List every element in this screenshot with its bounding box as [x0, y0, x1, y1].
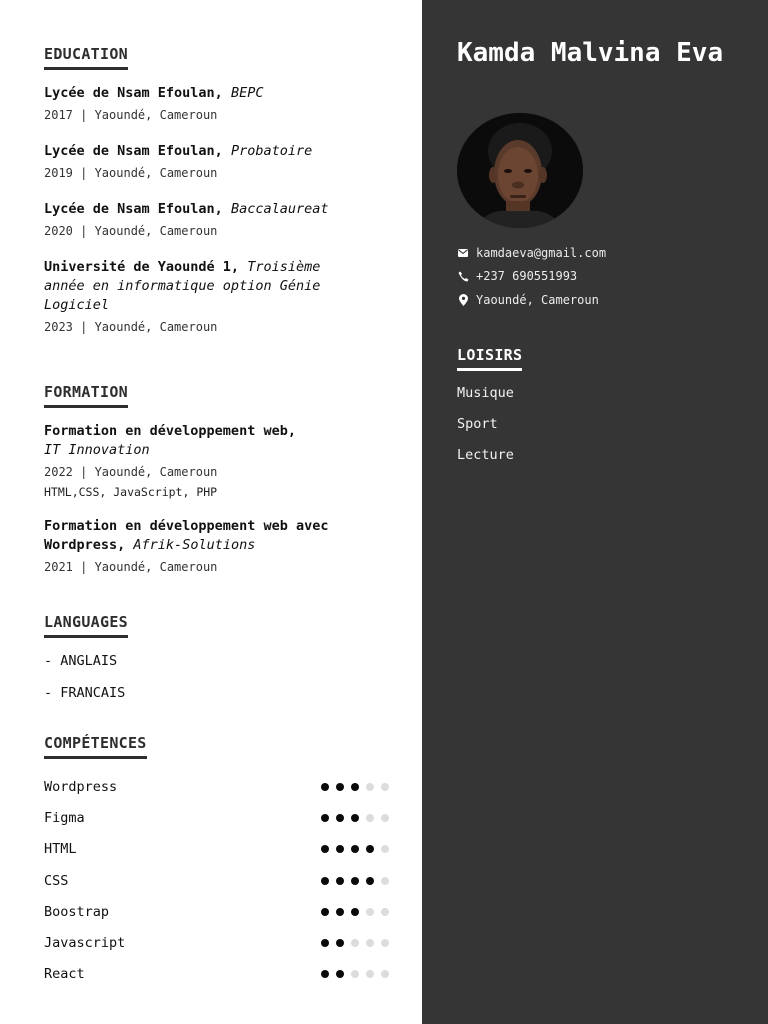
formation-meta: 2021 | Yaoundé, Cameroun: [44, 560, 218, 574]
skill-name: Wordpress: [44, 778, 118, 795]
skill-level-dots: [321, 908, 389, 916]
degree-name: BEPC: [230, 85, 264, 101]
skill-row: [44, 896, 389, 927]
loisirs-section: [457, 345, 707, 477]
degree-name: Baccalaureat: [230, 201, 329, 217]
education-meta: 2017 | Yaoundé, Cameroun: [44, 108, 218, 122]
sidebar: [422, 0, 768, 1024]
avatar: [457, 113, 583, 228]
formation-entry: [44, 517, 364, 575]
skill-name: Javascript: [44, 935, 126, 952]
education-entry: [44, 84, 364, 123]
skill-row: [44, 959, 389, 990]
skill-dot-filled: [351, 783, 359, 791]
email-text: kamdaeva@gmail.com: [476, 245, 607, 260]
formation-note: HTML,CSS, JavaScript, PHP: [44, 485, 218, 499]
education-entry-title: [44, 200, 364, 219]
skill-dot-filled: [351, 845, 359, 853]
skill-level-dots: [321, 939, 389, 947]
contact-list: [457, 241, 606, 312]
location-pin-icon: [457, 294, 469, 306]
languages-title: LANGUAGES: [44, 613, 128, 638]
formation-section: [44, 382, 364, 593]
skills-list: [44, 771, 389, 990]
competences-section: [44, 733, 389, 990]
phone-icon: [457, 270, 469, 282]
formation-meta: 2022 | Yaoundé, Cameroun: [44, 465, 218, 479]
skill-name: CSS: [44, 872, 69, 889]
skill-dot-filled: [321, 877, 329, 885]
skill-dot-filled: [366, 877, 374, 885]
formation-entry-title: [44, 422, 364, 460]
skill-dot-filled: [336, 939, 344, 947]
organization-name: IT Innovation: [44, 442, 150, 458]
school-name: Lycée de Nsam Efoulan,: [44, 143, 223, 159]
skill-row: [44, 771, 389, 802]
formation-entry-title: [44, 517, 364, 555]
skill-dot-empty: [381, 877, 389, 885]
location-text: Yaoundé, Cameroun: [476, 292, 599, 307]
languages-section: [44, 612, 364, 716]
skill-row: [44, 834, 389, 865]
skill-dot-filled: [336, 908, 344, 916]
person-name: Kamda Malvina Eva: [457, 38, 724, 68]
school-name: Université de Yaoundé 1,: [44, 259, 240, 275]
skill-dot-empty: [381, 783, 389, 791]
portrait-image: [457, 113, 583, 228]
degree-name: Probatoire: [230, 143, 313, 159]
skill-name: HTML: [44, 841, 77, 858]
skill-dot-filled: [336, 845, 344, 853]
education-entry: [44, 200, 364, 239]
skill-level-dots: [321, 845, 389, 853]
skill-dot-filled: [336, 877, 344, 885]
skill-dot-empty: [366, 814, 374, 822]
skill-dot-filled: [321, 814, 329, 822]
skill-dot-filled: [321, 970, 329, 978]
course-name: Formation en développement web,: [44, 423, 296, 439]
skill-row: [44, 927, 389, 958]
loisirs-title: LOISIRS: [457, 346, 522, 371]
language-item: - ANGLAIS: [44, 653, 118, 669]
skill-dot-filled: [351, 908, 359, 916]
education-entry: [44, 258, 364, 335]
education-entry-title: [44, 258, 364, 315]
skill-dot-filled: [321, 783, 329, 791]
skill-dot-empty: [351, 939, 359, 947]
formation-title: FORMATION: [44, 383, 128, 408]
skill-level-dots: [321, 970, 389, 978]
skill-dot-filled: [336, 970, 344, 978]
course-name: Formation en développement web avec Wordpress,: [44, 518, 329, 553]
organization-name: Afrik-Solutions: [133, 537, 256, 553]
skill-name: Boostrap: [44, 903, 110, 920]
skill-level-dots: [321, 783, 389, 791]
skill-name: React: [44, 966, 85, 983]
education-section: [44, 44, 364, 354]
skill-dot-empty: [366, 970, 374, 978]
skill-dot-empty: [366, 939, 374, 947]
education-entry: [44, 142, 364, 181]
contact-phone[interactable]: [457, 265, 606, 289]
skill-dot-filled: [366, 845, 374, 853]
phone-text: +237 690551993: [476, 269, 578, 284]
competences-title: COMPÉTENCES: [44, 734, 147, 759]
education-entry-title: [44, 142, 364, 161]
skill-level-dots: [321, 814, 389, 822]
education-meta: 2020 | Yaoundé, Cameroun: [44, 224, 218, 238]
skill-dot-filled: [336, 814, 344, 822]
language-item: - FRANCAIS: [44, 685, 126, 701]
education-entry-title: [44, 84, 364, 103]
skill-dot-filled: [351, 814, 359, 822]
skill-dot-empty: [381, 814, 389, 822]
formation-entry: [44, 422, 364, 499]
school-name: Lycée de Nsam Efoulan,: [44, 201, 223, 217]
education-meta: 2023 | Yaoundé, Cameroun: [44, 320, 218, 334]
skill-row: [44, 802, 389, 833]
school-name: Lycée de Nsam Efoulan,: [44, 85, 223, 101]
skill-dot-empty: [381, 939, 389, 947]
skill-dot-empty: [351, 970, 359, 978]
education-meta: 2019 | Yaoundé, Cameroun: [44, 166, 218, 180]
skill-dot-filled: [321, 908, 329, 916]
skill-dot-filled: [336, 783, 344, 791]
contact-location: [457, 288, 606, 312]
contact-email[interactable]: [457, 241, 606, 265]
skill-level-dots: [321, 877, 389, 885]
hobby-item: Musique: [457, 385, 514, 401]
skill-dot-empty: [381, 970, 389, 978]
skill-name: Figma: [44, 809, 85, 826]
skill-dot-empty: [366, 783, 374, 791]
hobby-item: Lecture: [457, 447, 514, 463]
degree-name: Troisième année en informatique option Génie Logiciel: [44, 259, 321, 313]
hobby-item: Sport: [457, 416, 498, 432]
education-title: EDUCATION: [44, 45, 128, 70]
skill-dot-empty: [381, 845, 389, 853]
envelope-icon: [457, 247, 469, 259]
skill-dot-empty: [381, 908, 389, 916]
skill-dot-filled: [321, 845, 329, 853]
skill-dot-filled: [321, 939, 329, 947]
skill-row: [44, 865, 389, 896]
skill-dot-empty: [366, 908, 374, 916]
skill-dot-filled: [351, 877, 359, 885]
